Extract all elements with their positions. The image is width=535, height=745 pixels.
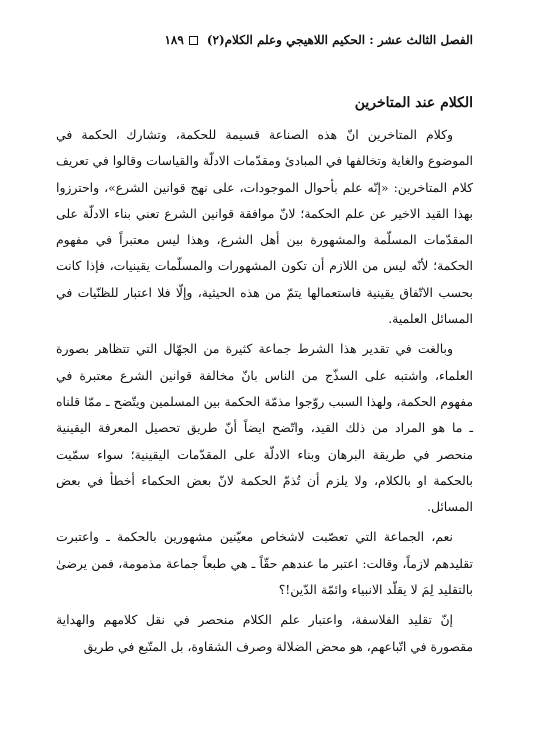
separator-square-icon [189, 36, 198, 45]
paragraph-3: نعم، الجماعة التي تعصّبت لاشخاص معيّنين مشهورين بالحكمة ـ واعتبرت تقليدهم لازماً، وقالت: اعتبر ما عندهم حقّاً ـ هي طبعاً جماعة مذمومة، فمن يرضىٰ بالتقليد لِمَ لا يقلّد الانبياء وائمّة الدّين!؟ [56, 529, 473, 598]
paragraph-4: إنّ تقليد الفلاسفة، واعتبار علم الكلام منحصر في نقل كلامهم والهداية مقصورة في اتّباعهم، هو محض الضلالة وصرف الشقاوة، بل المتّبع في طريق [56, 612, 473, 654]
page-body [56, 92, 473, 664]
paragraph-1: وكلام المتاخرين انّ هذه الصناعة قسيمة للحكمة، وتشارك الحكمة في الموضوع والغاية وتخالفها في المبادئ ومقدّمات الادلّة والقياسات وقالوا في تعريف كلام المتاخرين: «إنّه علم بأحوال الموجودات، على نهج قوانين الشرع»، واحترزوا بهذا القيد الاخير عن علم الحكمة؛ لانّ موافقة قوانين الشرع تعني بناء الادلّة على المقدّمات المسلّمة والمشهورة بين أهل الشرع، وهذا ليس معتبراً في مفهوم الحكمة؛ لأنّه ليس من اللازم أن تكون المشهورات والمسلّمات يقينيات، فإذا كانت بحسب الاتّفاق يقينية فاستعمالها يتمّ من هذه الحيثية، وإلّا فلا اعتبار للظنّيات في المسائل العلمية. [56, 127, 473, 327]
page-number: ١٨٩ [164, 33, 184, 47]
chapter-title: الفصل الثالث عشر : الحكيم اللاهيجي وعلم الكلام(٢) [206, 33, 473, 47]
paragraph-2: وبالغت في تقدير هذا الشرط جماعة كثيرة من الجهّال التي تتظاهر بصورة العلماء، واشتبه على السذّج من الناس بانّ مخالفة قوانين الشرع معتبرة في مفهوم الحكمة، ولهذا السبب روّجوا مذمّة الحكمة بين المسلمين ويتّضح ـ ممّا قلناه ـ ما هو المراد من ذلك القيد، واتّضح ايضاً أنّ طريق تحصيل المعرفة اليقينية منحصر في طريقة البرهان وبناء الادلّة على المقدّمات اليقينية؛ سواء سمّيت بالحكمة او بالكلام، ولا يلزم أن تُذمّ الحكمة لانّ بعض الحكماء أخطأ في بعض المسائل. [56, 341, 473, 515]
running-header [56, 30, 473, 50]
section-heading: الكلام عند المتاخرين [354, 95, 473, 111]
